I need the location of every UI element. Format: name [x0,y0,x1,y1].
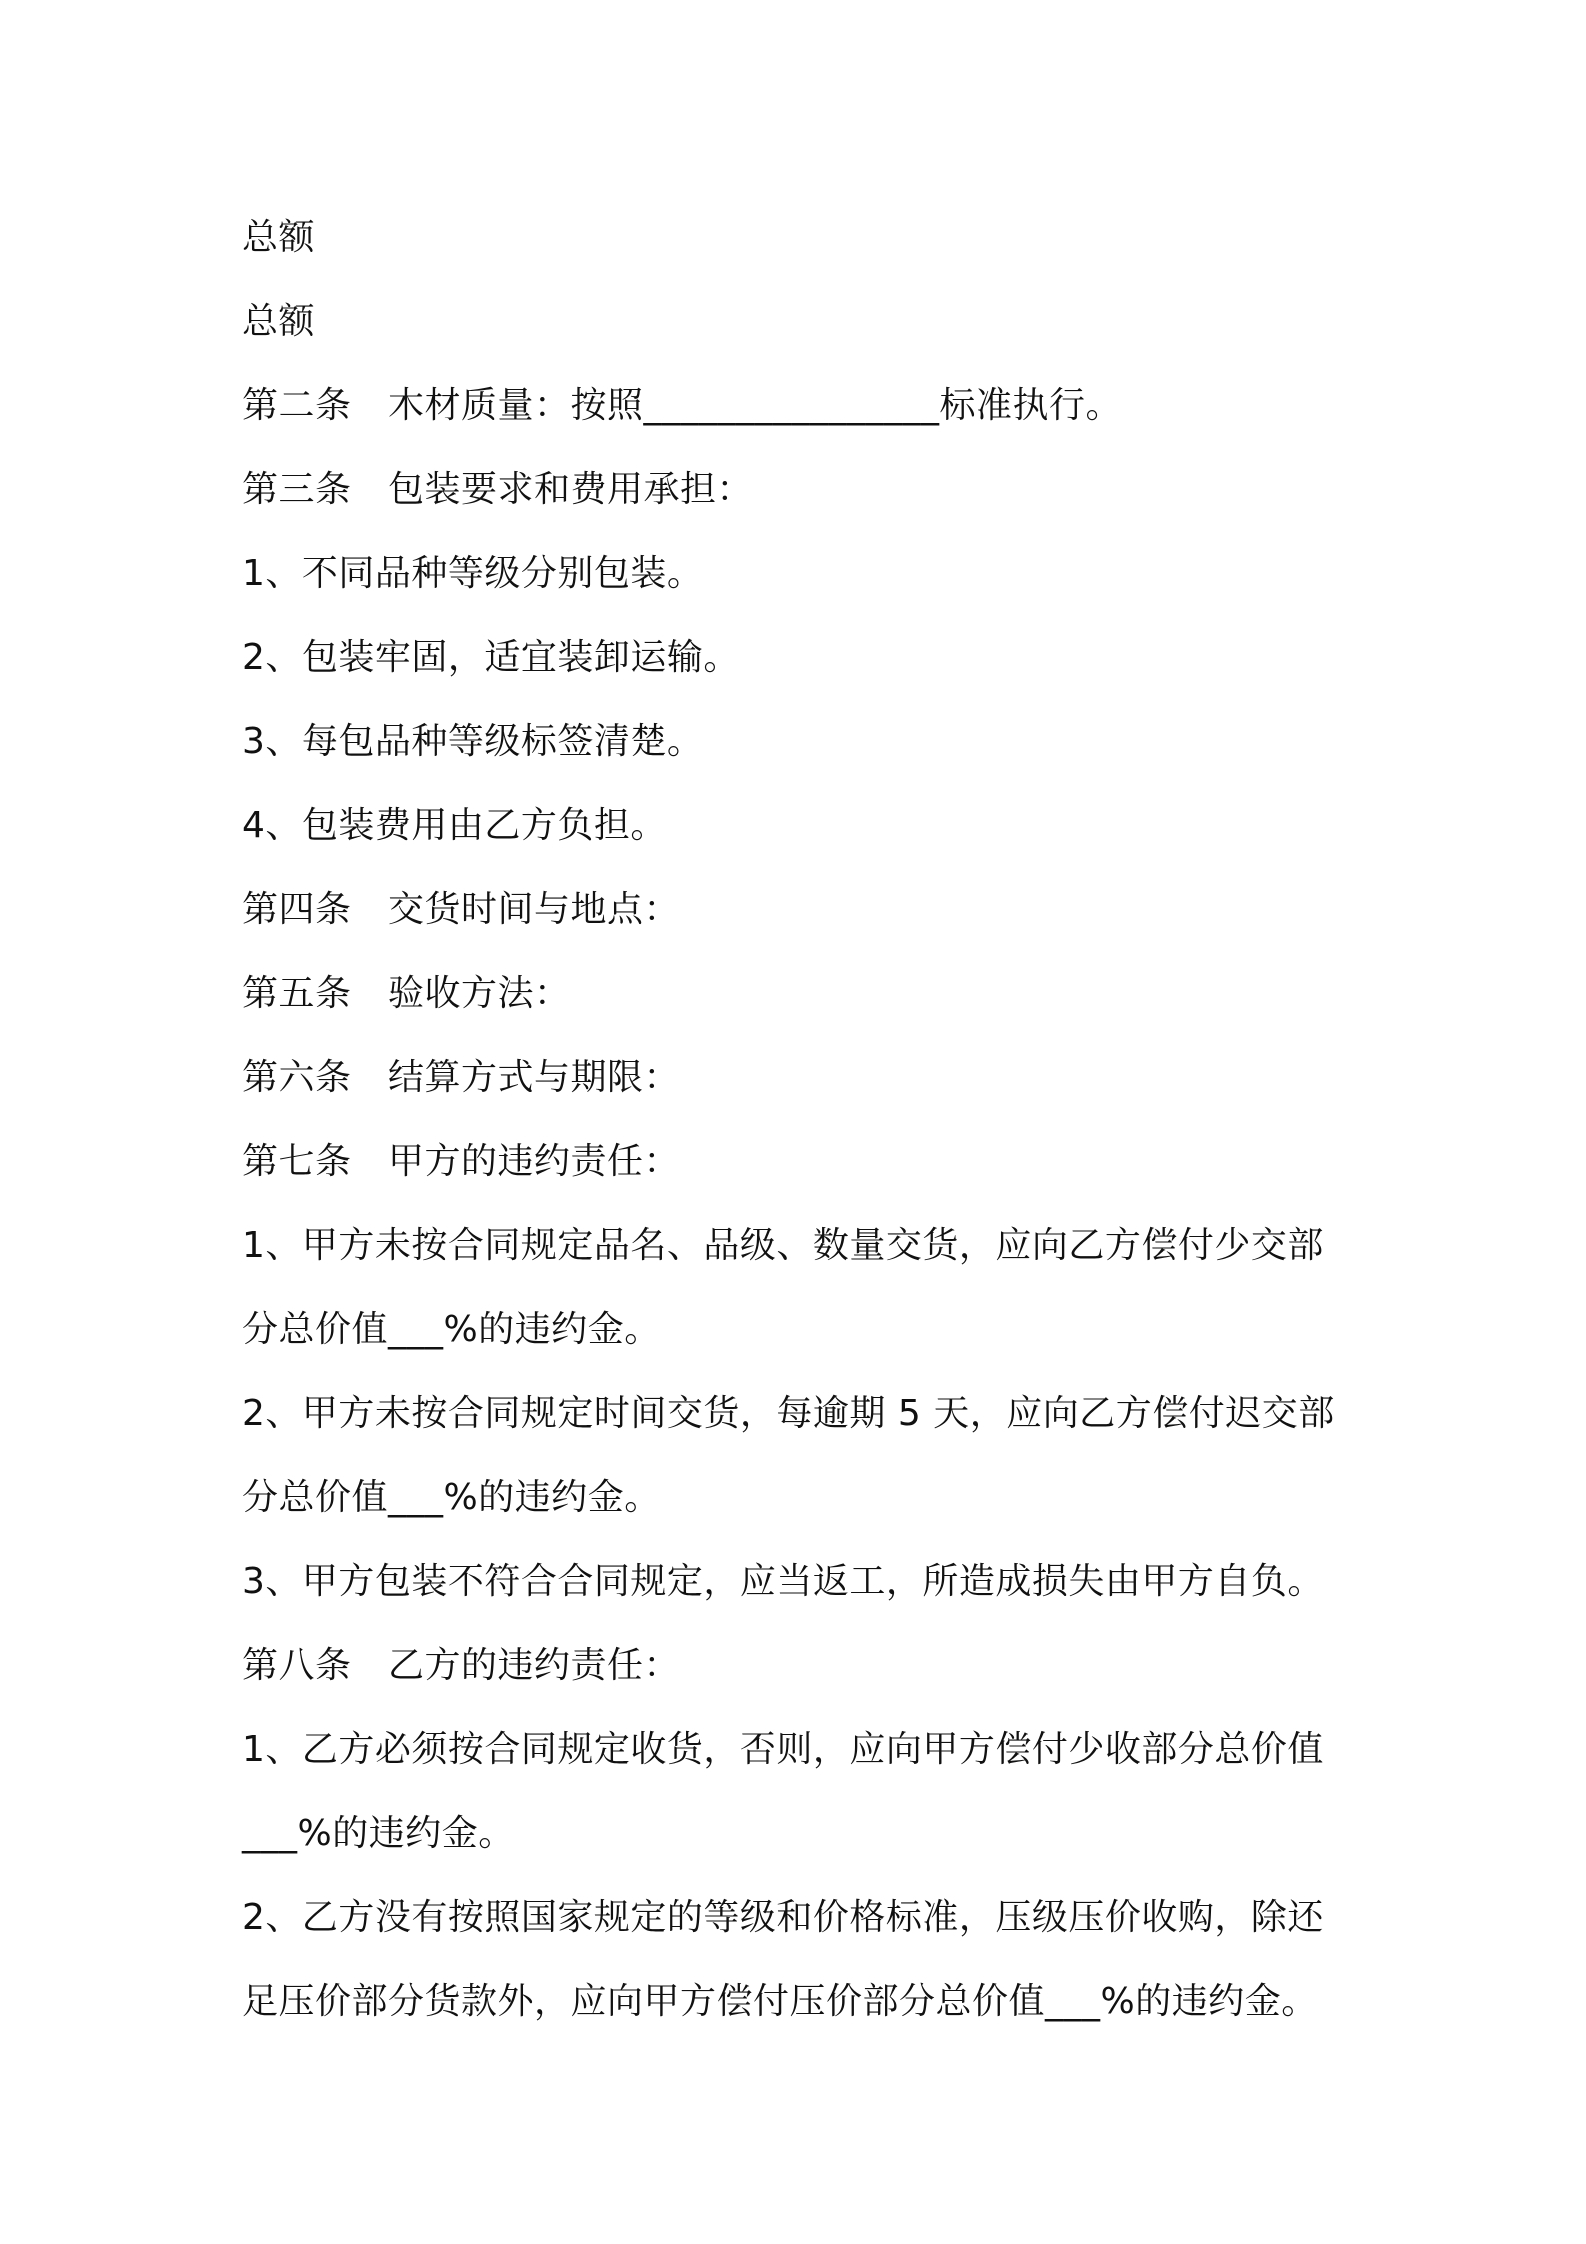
list-item: 2、乙方没有按照国家规定的等级和价格标准，压级压价收购，除还 [242,1897,1324,1938]
list-item: 3、每包品种等级标签清楚。 [242,721,704,762]
list-item: 4、包装费用由乙方负担。 [242,805,667,846]
list-item: 2、包装牢固，适宜装卸运输。 [242,637,740,678]
list-item: 1、乙方必须按合同规定收货，否则，应向甲方偿付少收部分总价值 [242,1729,1324,1770]
list-item: 1、甲方未按合同规定品名、品级、数量交货，应向乙方偿付少交部 [242,1225,1324,1266]
article-6-heading: 第六条 结算方式与期限： [242,1057,681,1098]
list-item: 3、甲方包装不符合合同规定，应当返工，所造成损失由甲方自负。 [242,1561,1324,1602]
article-5-heading: 第五条 验收方法： [242,973,571,1014]
list-item: 2、甲方未按合同规定时间交货，每逾期 5 天，应向乙方偿付迟交部 [242,1393,1335,1434]
document-body [242,196,1352,2044]
article-8-heading: 第八条 乙方的违约责任： [242,1645,681,1686]
article-3-heading: 第三条 包装要求和费用承担： [242,469,754,510]
list-item-continuation: ___%的违约金。 [242,1813,515,1854]
text-line: 总额 [242,301,316,342]
article-4-heading: 第四条 交货时间与地点： [242,889,681,930]
article-7-heading: 第七条 甲方的违约责任： [242,1141,681,1182]
text-line: 总额 [242,217,316,258]
article-2-heading: 第二条 木材质量：按照________________标准执行。 [242,385,1123,426]
list-item-continuation: 分总价值___%的违约金。 [242,1309,661,1350]
list-item-continuation: 足压价部分货款外，应向甲方偿付压价部分总价值___%的违约金。 [242,1981,1318,2022]
list-item-continuation: 分总价值___%的违约金。 [242,1477,661,1518]
list-item: 1、不同品种等级分别包装。 [242,553,704,594]
